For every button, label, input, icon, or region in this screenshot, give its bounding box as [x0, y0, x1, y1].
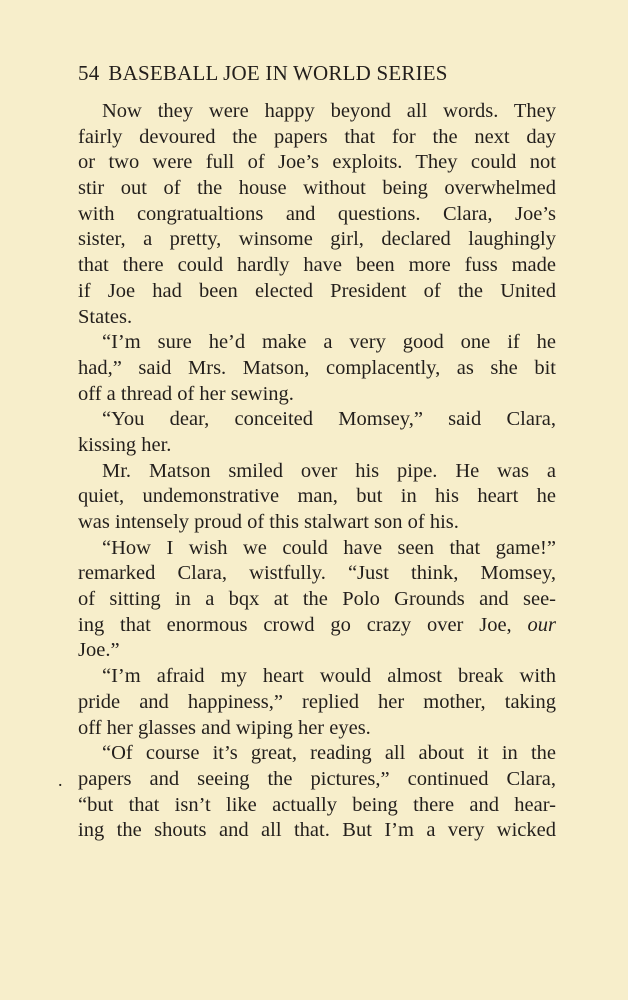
text-line: of sitting in a bqx at the Polo Grounds and see-	[78, 588, 556, 611]
text-line: States.	[78, 305, 133, 328]
page-number: 54	[78, 61, 100, 85]
text-line: fairly devoured the papers that for the next day	[78, 125, 556, 148]
text-line: “but that isn’t like actually being there and hear-	[78, 793, 556, 816]
text-line: with congratualtions and questions. Clara, Joe’s	[78, 202, 556, 225]
text-line: “You dear, conceited Momsey,” said Clara,	[102, 408, 556, 431]
text-line: ing the shouts and all that. But I’m a very wicked	[78, 819, 556, 842]
text-line: had,” said Mrs. Matson, complacently, as she bit	[78, 356, 556, 379]
text-line: papers and seeing the pictures,” continued Clara,	[78, 767, 556, 790]
text-line: Now they were happy beyond all words. They	[102, 100, 556, 122]
text-line: “Of course it’s great, reading all about it in the	[102, 742, 556, 765]
text-line: sister, a pretty, winsome girl, declared laughingly	[78, 228, 556, 251]
text-line: “I’m sure he’d make a very good one if he	[102, 331, 556, 354]
text-line: pride and happiness,” replied her mother, taking	[78, 690, 556, 713]
text-line: “How I wish we could have seen that game!”	[102, 536, 556, 559]
text-line: that there could hardly have been more fuss made	[78, 254, 556, 277]
text-line: remarked Clara, wistfully. “Just think, Momsey,	[78, 562, 556, 585]
text-line: or two were full of Joe’s exploits. They could not	[78, 151, 556, 174]
text-line: quiet, undemonstrative man, but in his heart he	[78, 485, 556, 508]
text-line: stir out of the house without being overwhelmed	[78, 177, 556, 200]
running-header	[78, 58, 518, 88]
text-line: off a thread of her sewing.	[78, 382, 294, 405]
text-line: Mr. Matson smiled over his pipe. He was a	[102, 459, 556, 482]
text-line: “I’m afraid my heart would almost break with	[102, 665, 556, 688]
text-line: Joe.”	[78, 639, 120, 662]
print-speck: .	[58, 770, 63, 790]
text-line: ing that enormous crowd go crazy over Joe, our	[78, 613, 556, 636]
body-text	[78, 99, 556, 844]
emphasis: our	[527, 613, 556, 636]
text-line: kissing her.	[78, 433, 172, 456]
text-line: off her glasses and wiping her eyes.	[78, 716, 371, 739]
text-line: was intensely proud of this stalwart son of his.	[78, 511, 459, 533]
running-title: BASEBALL JOE IN WORLD SERIES	[108, 61, 448, 85]
text-line: if Joe had been elected President of the United	[78, 279, 556, 302]
